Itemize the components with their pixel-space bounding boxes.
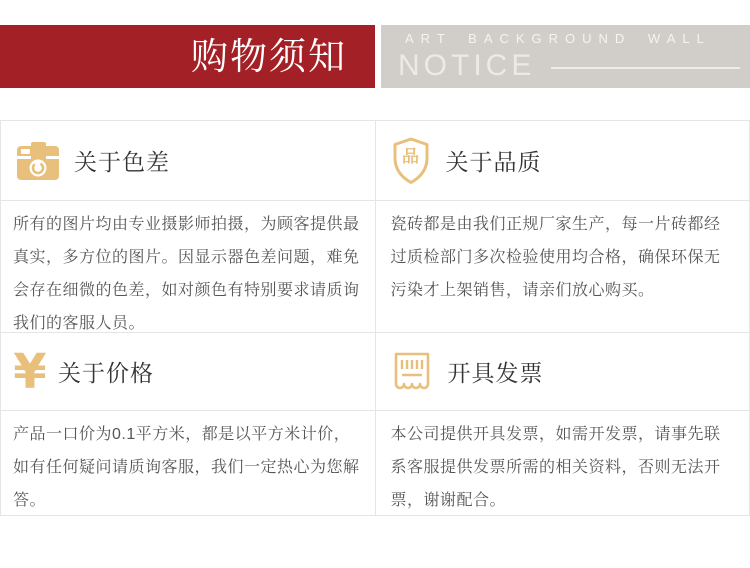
section-price-body: 产品一口价为0.1平方米，都是以平方米计价，如有任何疑问请质询客服，我们一定热心为您解答。: [13, 426, 360, 509]
grid-column-right: [375, 121, 750, 515]
header-banner: [0, 25, 750, 88]
header-subtitle-en: ART BACKGROUND WALL: [405, 31, 711, 46]
header-notice-text: NOTICE: [398, 49, 536, 82]
section-title: 关于色差: [74, 149, 170, 175]
section-color-difference-header: [1, 121, 375, 201]
section-quality-header: [376, 121, 750, 201]
decorative-line: [551, 67, 740, 69]
receipt-icon: [391, 352, 433, 392]
section-invoice-header: [376, 333, 750, 411]
shield-icon: 品: [391, 137, 431, 185]
page-title: 购物须知: [191, 36, 347, 77]
section-invoice-body: 本公司提供开具发票，如需开发票，请事先联系客服提供发票所需的相关资料，否则无法开票，谢谢配合。: [390, 426, 721, 509]
header-red-block: [0, 25, 375, 88]
section-price-header: [1, 333, 375, 411]
grid-column-left: [1, 121, 375, 515]
yen-icon: ¥: [13, 343, 47, 400]
section-quality-body: 瓷砖都是由我们正规厂家生产，每一片砖都经过质检部门多次检验使用均合格，确保环保无污染才上架销售，请亲们放心购买。: [376, 201, 750, 333]
section-color-difference-body: 所有的图片均由专业摄影师拍摄，为顾客提供最真实，多方位的图片。因显示器色差问题，难免会存在细微的色差，如对颜色有特别要求请质询我们的客服人员。: [1, 201, 375, 333]
notice-row: [398, 50, 750, 82]
section-title: 关于品质: [445, 149, 542, 175]
section-title: 关于价格: [58, 360, 154, 386]
section-title: 开具发票: [447, 360, 544, 386]
notice-grid: [0, 120, 750, 516]
header-gray-block: [381, 25, 750, 88]
camera-icon: [17, 142, 59, 180]
